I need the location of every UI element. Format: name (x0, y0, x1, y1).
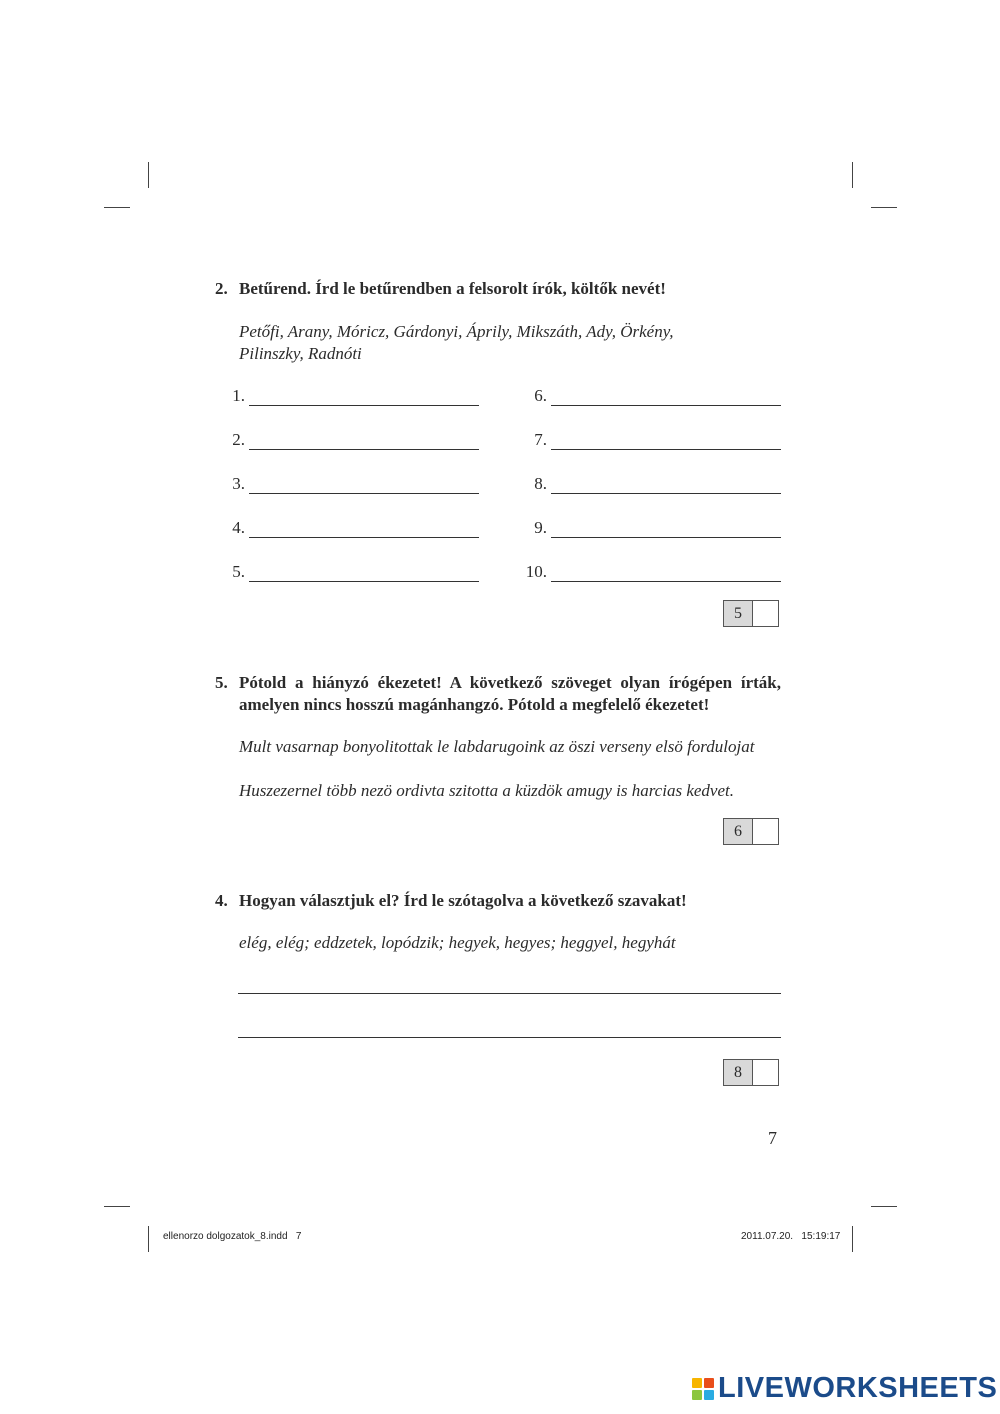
logo-icon (692, 1378, 714, 1400)
row-number: 2. (232, 430, 245, 449)
answer-blank[interactable] (551, 475, 781, 494)
answer-blank[interactable] (249, 387, 479, 406)
crop-mark (148, 162, 149, 188)
crop-mark (104, 207, 130, 208)
answer-blank[interactable] (551, 519, 781, 538)
answer-blank[interactable] (551, 431, 781, 450)
footer-timestamp: 2011.07.20. 15:19:17 (741, 1231, 841, 1242)
answer-row-7 (517, 430, 781, 450)
score-box (723, 600, 779, 627)
sentence-1[interactable]: Mult vasarnap bonyolitottak le labdarugoink az öszi verseny elsö fordulojat (239, 737, 755, 756)
answer-blank[interactable] (551, 563, 781, 582)
task-instruction: Betűrend. Írd le betűrendben a felsorolt írók, költők nevét! (239, 279, 666, 298)
task-instruction: Pótold a hiányzó ékezetet! A következő szöveget olyan írógépen írták, amelyen nincs hosszú magánhangzó. Pótold a megfelelő ékezetet! (239, 673, 781, 714)
score-box (723, 818, 779, 845)
answer-row-1 (215, 386, 479, 406)
score-field[interactable] (753, 819, 778, 844)
answer-blank[interactable] (249, 519, 479, 538)
task-syllables (215, 890, 781, 954)
score-field[interactable] (753, 1060, 778, 1085)
answer-row-8 (517, 474, 781, 494)
answer-row-2 (215, 430, 479, 450)
liveworksheets-logo (692, 1372, 997, 1405)
task-number: 2. (215, 279, 228, 298)
names-list (239, 321, 781, 365)
max-points: 6 (724, 819, 753, 844)
crop-mark (148, 1226, 149, 1252)
row-number: 10. (525, 562, 547, 581)
words-list: elég, elég; eddzetek, lopódzik; hegyek, hegyes; heggyel, hegyhát (239, 933, 676, 952)
answer-row-6 (517, 386, 781, 406)
crop-mark (871, 207, 897, 208)
max-points: 5 (724, 601, 753, 626)
crop-mark (871, 1206, 897, 1207)
row-number: 5. (232, 562, 245, 581)
answer-blank[interactable] (249, 563, 479, 582)
row-number: 4. (232, 518, 245, 537)
logo-square (704, 1378, 714, 1388)
answer-blank[interactable] (249, 431, 479, 450)
answer-line[interactable] (238, 1036, 781, 1038)
row-number: 6. (534, 386, 547, 405)
task-title (215, 278, 781, 300)
answer-row-5 (215, 562, 479, 582)
score-box (723, 1059, 779, 1086)
row-number: 8. (534, 474, 547, 493)
crop-mark (852, 1226, 853, 1252)
logo-square (704, 1390, 714, 1400)
task-number: 5. (215, 673, 228, 692)
task-title (215, 672, 781, 716)
score-field[interactable] (753, 601, 778, 626)
answer-row-9 (517, 518, 781, 538)
answer-row-4 (215, 518, 479, 538)
names-line-1: Petőfi, Arany, Móricz, Gárdonyi, Áprily, Mikszáth, Ady, Örkény, (239, 322, 674, 341)
row-number: 3. (232, 474, 245, 493)
answer-row-3 (215, 474, 479, 494)
sentence-2[interactable]: Huszezernel több nezö ordivta szitotta a küzdök amugy is harcias kedvet. (239, 781, 734, 800)
logo-square (692, 1390, 702, 1400)
row-number: 7. (534, 430, 547, 449)
task-instruction: Hogyan választjuk el? Írd le szótagolva a következő szavakat! (239, 891, 687, 910)
answer-line[interactable] (238, 992, 781, 994)
max-points: 8 (724, 1060, 753, 1085)
logo-square (692, 1378, 702, 1388)
footer-file-name: ellenorzo dolgozatok_8.indd 7 (163, 1231, 302, 1242)
task-number: 4. (215, 891, 228, 910)
task-title (215, 890, 781, 912)
names-line-2: Pilinszky, Radnóti (239, 344, 362, 363)
answer-blank[interactable] (249, 475, 479, 494)
crop-mark (104, 1206, 130, 1207)
logo-text: LIVEWORKSHEETS (718, 1372, 998, 1404)
row-number: 9. (534, 518, 547, 537)
answer-blank[interactable] (551, 387, 781, 406)
task-accents (215, 672, 781, 802)
task-alphabetical-order (215, 278, 781, 365)
page-number: 7 (768, 1128, 777, 1148)
answer-row-10 (517, 562, 781, 582)
crop-mark (852, 162, 853, 188)
row-number: 1. (232, 386, 245, 405)
